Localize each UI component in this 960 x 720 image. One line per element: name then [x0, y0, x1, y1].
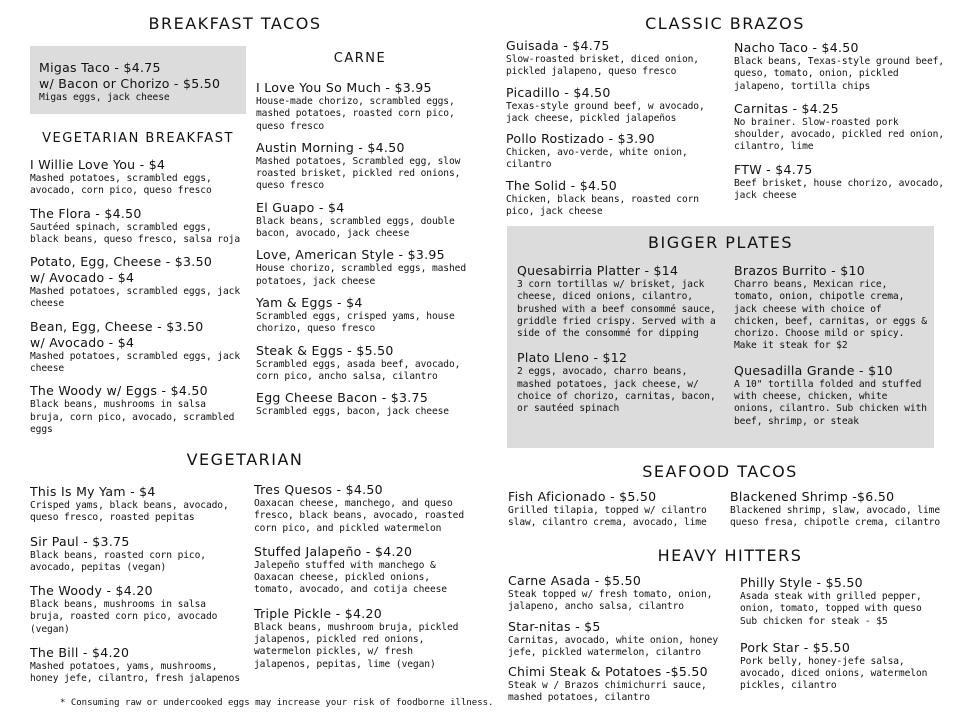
menu-item — [256, 80, 466, 133]
menu-item-name: Carne Asada - $5.50 — [508, 573, 642, 588]
menu-item — [508, 664, 728, 705]
menu-item-desc: Mashed potatoes, scrambled eggs, jack cheese — [30, 350, 241, 375]
menu-item-desc: 2 eggs, avocado, charro beans, mashed potatoes, jack cheese, w/ choice of chorizo, carnitas, bacon, or sautéed spinach — [517, 366, 716, 415]
classic-brazos-right-list — [734, 40, 950, 210]
menu-item-name: Yam & Eggs - $4 — [256, 294, 363, 310]
menu-item — [506, 85, 722, 126]
bigger-plates-right-list — [734, 263, 930, 438]
menu-item-name: Chimi Steak & Potatoes -$5.50 — [508, 664, 708, 680]
menu-item-name: Sir Paul - $3.75 — [30, 533, 130, 549]
menu-item-desc: Scrambled eggs, bacon, jack cheese — [256, 406, 449, 418]
menu-item-name: FTW - $4.75 — [734, 161, 813, 177]
menu-item-name: Philly Style - $5.50 — [740, 575, 863, 590]
menu-item-desc: Carnitas, avocado, white onion, honey jefe, pickled watermelon, cilantro — [508, 634, 719, 658]
menu-item — [30, 206, 244, 247]
menu-item-name: Nacho Taco - $4.50 — [734, 40, 859, 55]
menu-item-desc: Black beans, mushrooms in salsa bruja, corn pico, avocado, scrambled eggs — [30, 399, 235, 435]
menu-item-name: Bean, Egg, Cheese - $3.50 — [30, 318, 204, 334]
menu-item-desc: Charro beans, Mexican rice, tomato, onion, chipotle crema, jack cheese with choice of chicken, beef, carnitas, or eggs & chorizo. Choose mild or spicy. Make it steak for $2 — [734, 279, 927, 352]
menu-item — [730, 489, 950, 530]
menu-item — [30, 319, 244, 376]
menu-item-name: Blackened Shrimp -$6.50 — [730, 489, 895, 504]
menu-item — [734, 101, 950, 154]
menu-item — [254, 606, 466, 671]
menu-item-desc: Chicken, black beans, roasted corn pico, jack cheese — [506, 193, 699, 218]
migas-box — [30, 46, 246, 114]
menu-item-name: The Flora - $4.50 — [30, 205, 142, 221]
menu-item-name: Fish Aficionado - $5.50 — [508, 489, 657, 504]
vegetarian-left-list — [30, 484, 244, 695]
menu-item — [256, 247, 466, 288]
menu-item-desc: Black beans, roasted corn pico, avocado, pepitas (vegan) — [30, 549, 206, 573]
vegetarian-right-list — [254, 482, 466, 680]
menu-item — [256, 390, 466, 418]
menu-item-desc: Pork belly, honey-jefe salsa, avocado, diced onions, watermelon pickles, cilantro — [740, 655, 928, 692]
menu-item-name: This Is My Yam - $4 — [30, 484, 156, 499]
menu-item — [254, 544, 466, 597]
menu-item-desc: Slow-roasted brisket, diced onion, pickled jalapeno, queso fresco — [506, 54, 699, 78]
menu-item — [256, 343, 466, 384]
menu-item-name: Pork Star - $5.50 — [740, 639, 851, 655]
menu-item — [508, 489, 722, 530]
menu-item-desc: Mashed potatoes, Scrambled egg, slow roasted brisket, pickled red onions, queso fresco — [256, 155, 461, 192]
menu-item-desc: Black beans, mushroom bruja, pickled jalapenos, pickled red onions, watermelon pickles, w/ fresh jalapenos, pepitas, lime (vegan) — [254, 621, 459, 670]
classic-brazos-left-list — [506, 38, 722, 224]
vegetarian-heading: VEGETARIAN — [186, 450, 304, 469]
menu-item-name: Love, American Style - $3.95 — [256, 247, 445, 263]
seafood-tacos-left-list — [508, 489, 722, 536]
menu-item — [508, 573, 728, 614]
seafood-tacos-right-list — [730, 489, 950, 536]
bigger-plates-box — [507, 226, 934, 448]
menu-item — [740, 640, 950, 693]
menu-item-desc: A 10" tortilla folded and stuffed with cheese, chicken, white onions, cilantro. Sub chicken with beef, shrimp, or steak — [734, 378, 927, 427]
menu-item-name: Steak & Eggs - $5.50 — [256, 342, 394, 358]
menu-item-extra: Sub chicken for steak - $5 — [740, 615, 888, 627]
menu-item — [517, 350, 719, 415]
menu-item — [734, 263, 930, 353]
menu-item — [254, 482, 466, 535]
menu-item-desc: Texas-style ground beef, w avocado, jack cheese, pickled jalapeños — [506, 100, 705, 124]
menu-item-desc: Black beans, Texas-style ground beef, queso, tomato, onion, pickled jalapeno, tortilla chips — [734, 56, 945, 92]
seafood-tacos-heading: SEAFOOD TACOS — [642, 462, 798, 481]
menu-item-desc: Sautéed spinach, scrambled eggs, black beans, queso fresco, salsa roja — [30, 221, 241, 245]
menu-item-desc: Mashed potatoes, yams, mushrooms, honey jefe, cilantro, fresh jalapenos — [30, 661, 241, 685]
menu-item-add-on: w/ Avocado - $4 — [30, 270, 135, 286]
carne-heading: CARNE — [333, 51, 387, 66]
menu-item — [734, 40, 950, 93]
heavy-hitters-left-list — [508, 573, 728, 710]
menu-item-desc: Beef brisket, house chorizo, avocado, jack cheese — [734, 177, 945, 202]
menu-item-desc: House chorizo, scrambled eggs, mashed potatoes, jack cheese — [256, 263, 467, 287]
menu-item-desc: Black beans, scrambled eggs, double bacon, avocado, jack cheese — [256, 215, 455, 240]
bigger-plates-left-list — [517, 263, 719, 426]
menu-item-desc: Mashed potatoes, scrambled eggs, avocado, corn pico, queso fresco — [30, 173, 212, 197]
menu-item — [30, 254, 244, 311]
menu-item-name: Plato Lleno - $12 — [517, 350, 628, 366]
menu-item-desc: Jalepeño stuffed with manchego & Oaxacan cheese, pickled onions, tomato, avocado, and cotija cheese — [254, 559, 447, 596]
menu-item-name: Egg Cheese Bacon - $3.75 — [256, 390, 429, 406]
footnote: * Consuming raw or undercooked eggs may increase your risk of foodborne illness. — [60, 698, 494, 708]
menu-item-name: The Solid - $4.50 — [506, 177, 618, 193]
breakfast-tacos-heading: BREAKFAST TACOS — [148, 14, 322, 33]
menu-item-name: Tres Quesos - $4.50 — [254, 482, 383, 497]
menu-item — [508, 619, 728, 660]
menu-item-name: Pollo Rostizado - $3.90 — [506, 131, 655, 147]
menu-item-name: El Guapo - $4 — [256, 199, 345, 215]
migas-taco-name: Migas Taco - $4.75 — [39, 60, 161, 75]
menu-item-name: The Bill - $4.20 — [30, 645, 130, 661]
menu-item — [256, 140, 466, 193]
menu-item-desc: House-made chorizo, scrambled eggs, mashed potatoes, roasted corn pico, queso fresco — [256, 96, 455, 132]
menu-item-desc: Grilled tilapia, topped w/ cilantro slaw, cilantro crema, avocado, lime — [508, 505, 707, 529]
vegetarian-breakfast-heading: VEGETARIAN BREAKFAST — [42, 131, 234, 146]
menu-item — [30, 383, 244, 436]
menu-item-desc: Steak w / Brazos chimichurri sauce, mashed potatoes, cilantro — [508, 680, 707, 704]
heavy-hitters-right-list — [740, 575, 950, 705]
migas-add-on: w/ Bacon or Chorizo - $5.50 — [39, 76, 221, 91]
menu-item-desc: Oaxacan cheese, manchego, and queso fresco, black beans, avocado, roasted corn pico, and pickled watermelon — [254, 498, 465, 534]
classic-brazos-heading: CLASSIC BRAZOS — [645, 14, 805, 33]
menu-item-desc: No brainer. Slow-roasted pork shoulder, avocado, pickled red onion, cilantro, lime — [734, 116, 945, 153]
menu-item-desc: Blackened shrimp, slaw, avocado, lime queso fresa, chipotle crema, cilantro — [730, 505, 941, 529]
menu-item — [506, 178, 722, 219]
menu-item-desc: Crisped yams, black beans, avocado, queso fresco, roasted pepitas — [30, 500, 229, 524]
menu-item — [517, 263, 719, 340]
menu-item-desc: Scrambled eggs, crisped yams, house chorizo, queso fresco — [256, 310, 455, 335]
menu-item-name: Brazos Burrito - $10 — [734, 263, 865, 278]
menu-item-name: Triple Pickle - $4.20 — [254, 605, 383, 621]
menu-item — [30, 534, 244, 575]
menu-item-desc: Mashed potatoes, scrambled eggs, jack cheese — [30, 286, 241, 310]
menu-item-desc: 3 corn tortillas w/ brisket, jack cheese, diced onions, cilantro, brushed with a beef consommé sauce, griddle fried crispy. Served with a side of the consommé for dipping — [517, 279, 716, 340]
vegetarian-breakfast-list — [30, 157, 244, 444]
menu-item — [734, 363, 930, 428]
menu-item — [256, 295, 466, 336]
menu-item — [734, 162, 950, 203]
menu-item — [30, 583, 244, 636]
menu-item-name: Quesadilla Grande - $10 — [734, 362, 893, 378]
menu-item-name: Star-nitas - $5 — [508, 618, 601, 634]
menu-item — [506, 131, 722, 172]
menu-item — [256, 200, 466, 241]
menu-item-add-on: w/ Avocado - $4 — [30, 334, 135, 350]
menu-item-name: The Woody w/ Eggs - $4.50 — [30, 383, 208, 399]
menu-item-desc: Steak topped w/ fresh tomato, onion, jalapeno, ancho salsa, cilantro — [508, 589, 713, 613]
menu-item-desc: Asada steak with grilled pepper, onion, tomato, topped with queso — [740, 591, 922, 615]
menu-item-desc: Black beans, mushrooms in salsa bruja, roasted corn pico, avocado (vegan) — [30, 599, 218, 635]
migas-desc: Migas eggs, jack cheese — [39, 92, 170, 103]
menu-item-name: Quesabirria Platter - $14 — [517, 263, 679, 278]
menu-item-name: Potato, Egg, Cheese - $3.50 — [30, 254, 213, 270]
menu-item — [30, 157, 244, 198]
menu-item-name: Austin Morning - $4.50 — [256, 139, 405, 155]
menu-item-name: Carnitas - $4.25 — [734, 100, 839, 116]
heavy-hitters-heading: HEAVY HITTERS — [657, 546, 803, 565]
menu-item — [740, 575, 950, 628]
menu-item-name: Picadillo - $4.50 — [506, 84, 611, 100]
menu-item — [30, 645, 244, 686]
menu-item-name: The Woody - $4.20 — [30, 583, 153, 599]
menu-item-name: I Willie Love You - $4 — [30, 157, 166, 172]
menu-item-desc: Scrambled eggs, asada beef, avocado, corn pico, ancho salsa, cilantro — [256, 358, 461, 382]
menu-item-desc: Chicken, avo-verde, white onion, cilantro — [506, 147, 688, 171]
bigger-plates-heading: BIGGER PLATES — [648, 233, 793, 252]
menu-item-name: Stuffed Jalapeño - $4.20 — [254, 543, 413, 559]
menu-item — [30, 484, 244, 525]
carne-list — [256, 80, 466, 425]
menu-item-name: Guisada - $4.75 — [506, 38, 610, 53]
menu-item-name: I Love You So Much - $3.95 — [256, 80, 432, 95]
menu-item — [506, 38, 722, 79]
